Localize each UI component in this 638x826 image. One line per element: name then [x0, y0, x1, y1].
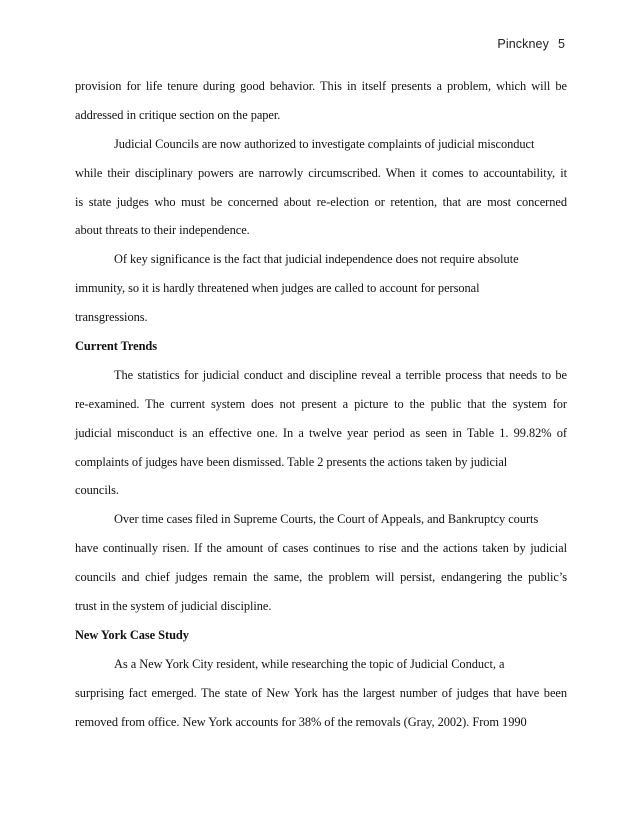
- text-line: Judicial Councils are now authorized to investigate complaints of judicial misconduct: [114, 136, 535, 151]
- text-line: councils and chief judges remain the same, the problem will persist, endangering the public’s: [75, 570, 567, 585]
- section-heading: New York Case Study: [75, 627, 189, 642]
- header-author: Pinckney: [497, 37, 549, 51]
- text-line: immunity, so it is hardly threatened when judges are called to account for personal: [75, 281, 480, 296]
- text-line: addressed in critique section on the paper.: [75, 107, 281, 122]
- text-line: The statistics for judicial conduct and discipline reveal a terrible process that needs to be: [114, 367, 567, 382]
- text-line: surprising fact emerged. The state of New York has the largest number of judges that have been: [75, 685, 567, 700]
- text-line: As a New York City resident, while researching the topic of Judicial Conduct, a: [114, 656, 505, 671]
- text-line: while their disciplinary powers are narrowly circumscribed. When it comes to accountability, it: [75, 165, 567, 180]
- text-line: about threats to their independence.: [75, 223, 250, 238]
- text-line: have continually risen. If the amount of cases continues to rise and the actions taken by judicial: [75, 541, 567, 556]
- running-head: [497, 37, 565, 51]
- text-line: removed from office. New York accounts for 38% of the removals (Gray, 2002). From 1990: [75, 714, 527, 729]
- text-line: transgressions.: [75, 310, 148, 325]
- text-line: Over time cases filed in Supreme Courts, the Court of Appeals, and Bankruptcy courts: [114, 512, 539, 527]
- text-line: trust in the system of judicial discipline.: [75, 599, 272, 614]
- section-heading: Current Trends: [75, 339, 158, 354]
- text-line: provision for life tenure during good behavior. This in itself presents a problem, which will be: [75, 79, 567, 93]
- text-line: complaints of judges have been dismissed. Table 2 presents the actions taken by judicial: [75, 454, 508, 469]
- text-line: judicial misconduct is an effective one. In a twelve year period as seen in Table 1. 99.82% of: [75, 425, 567, 440]
- text-line: councils.: [75, 483, 119, 498]
- text-line: re-examined. The current system does not present a picture to the public that the system for: [75, 396, 567, 411]
- text-line: is state judges who must be concerned about re-election or retention, that are most concerned: [75, 194, 567, 209]
- page-number: 5: [557, 37, 565, 51]
- text-line: Of key significance is the fact that judicial independence does not require absolute: [114, 252, 519, 267]
- body-text: [75, 72, 567, 736]
